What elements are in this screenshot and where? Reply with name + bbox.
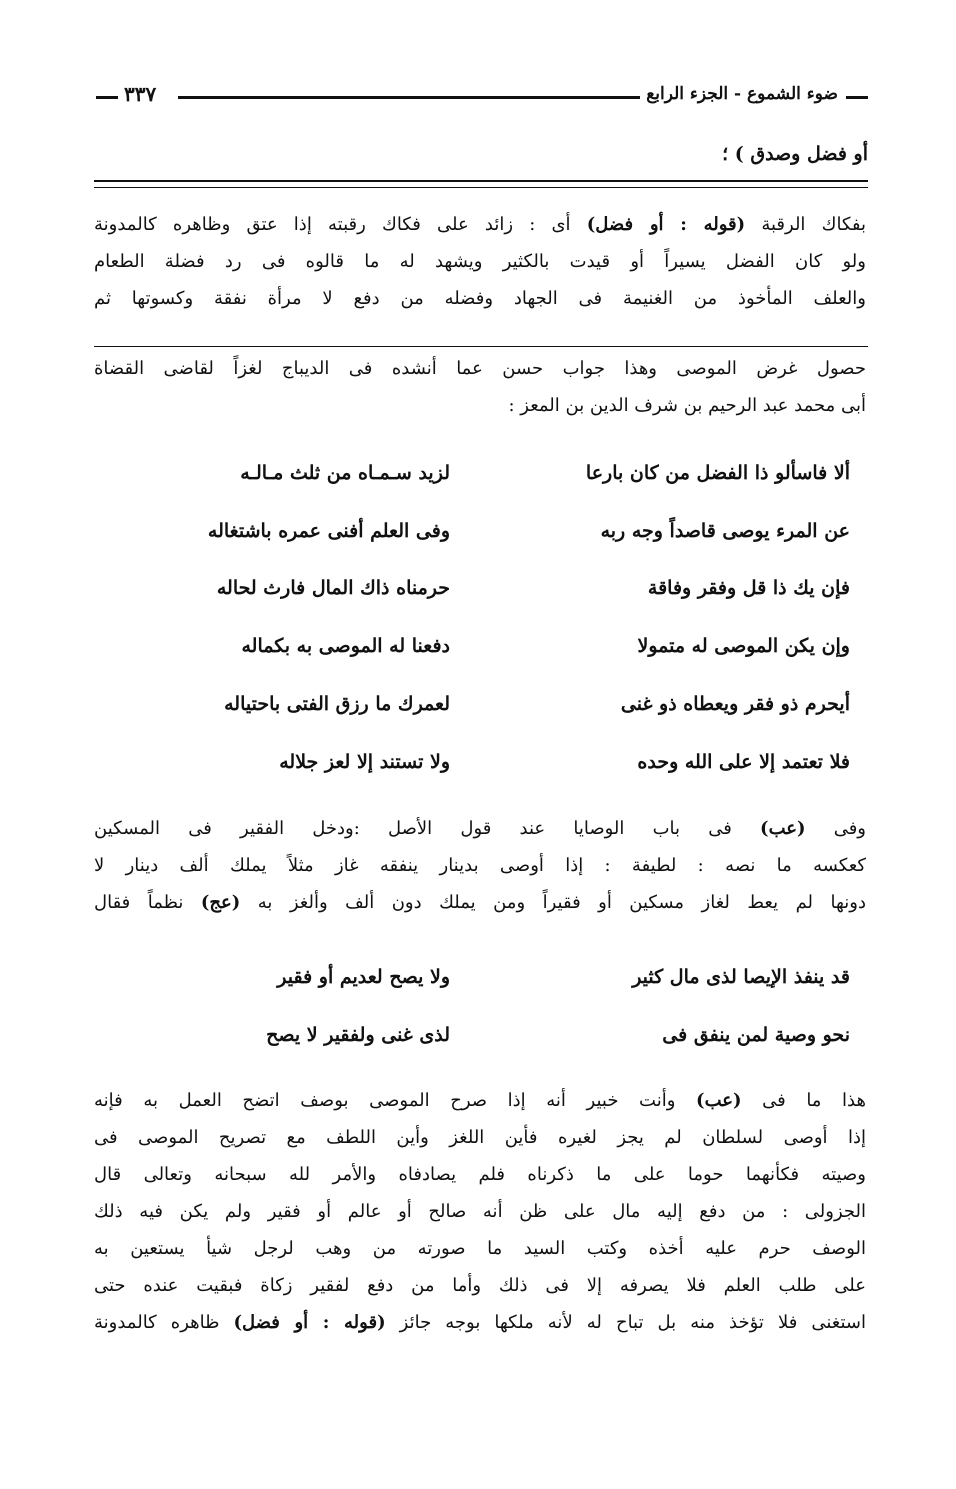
- text-line: إذا أوصى لسلطان لم يجز لغيره فأين اللغز وأين اللطف مع تصريح الموصى فى: [94, 1127, 866, 1148]
- text-line: استغنى فلا تؤخذ منه بل تباح له لأنه ملكها بوجه جائز (قوله : أو فضل) ظاهره كالمدونة: [94, 1312, 866, 1333]
- verse-line: [110, 966, 850, 1006]
- text-line: حصول غرض الموصى وهذا جواب حسن عما أنشده فى الديباج لغزاً لقاضى القضاة: [94, 358, 866, 379]
- text-line: وصيته فكأنهما حوما على ما ذكرناه فلم يصادفاه والأمر لله سبحانه وتعالى قال: [94, 1164, 866, 1185]
- commentary-paragraph-3: [94, 810, 866, 921]
- page-number: ٣٣٧: [124, 82, 157, 106]
- header-rule-left: [96, 96, 118, 99]
- verse-line: [110, 1024, 850, 1064]
- matn-text: أو فضل وصدق ) ؛: [722, 143, 868, 165]
- verse-line: [110, 635, 850, 675]
- verse-line: [110, 751, 850, 791]
- verse-first-hemistich: فلا تعتمد إلا على الله وحده: [637, 751, 850, 773]
- text-line: بفكاك الرقبة (قوله : أو فضل) أى : زائد على فكاك رقبته إذا عتق وظاهره كالمدونة: [94, 214, 866, 235]
- matn-divider: [94, 180, 868, 188]
- text-line: هذا ما فى (عب) وأنت خبير أنه إذا صرح الموصى بوصف اتضح العمل به فإنه: [94, 1090, 866, 1111]
- commentary-paragraph-2: [94, 350, 866, 424]
- verse-line: [110, 577, 850, 617]
- verse-first-hemistich: ألا فاسألو ذا الفضل من كان بارعا: [585, 462, 850, 484]
- verse-first-hemistich: نحو وصية لمن ينفق فى: [662, 1024, 850, 1046]
- commentary-paragraph-4: [94, 1082, 866, 1341]
- verse-first-hemistich: قد ينفذ الإيصا لذى مال كثير: [632, 966, 850, 988]
- verse-first-hemistich: وإن يكن الموصى له متمولا: [637, 635, 850, 657]
- text-line: والعلف المأخوذ من الغنيمة فى الجهاد وفضله من دفع لا مرأة نفقة وكسوتها ثم: [94, 288, 866, 309]
- text-line: كعكسه ما نصه : لطيفة : إذا أوصى بدينار ينفقه غاز مثلاً يملك ألف دينار لا: [94, 855, 866, 876]
- verse-second-hemistich: لعمرك ما رزق الفتى باحتياله: [224, 693, 450, 715]
- text-line: على طلب العلم فلا يصرفه إلا فى ذلك وأما من دفع لفقير زكاة فبقيت عنده حتى: [94, 1275, 866, 1296]
- verse-first-hemistich: أيحرم ذو فقر ويعطاه ذو غنى: [620, 693, 850, 715]
- text-line: أبى محمد عبد الرحيم بن شرف الدين بن المعز :: [508, 395, 866, 416]
- running-header: [96, 82, 868, 112]
- verse-line: [110, 462, 850, 502]
- verse-second-hemistich: دفعنا له الموصى به بكماله: [241, 635, 450, 657]
- verse-second-hemistich: لزيد سـمـاه من ثلث مـالـه: [240, 462, 450, 484]
- running-title: ضوء الشموع - الجزء الرابع: [646, 84, 838, 104]
- verse-second-hemistich: ولا تستند إلا لعز جلاله: [279, 751, 450, 773]
- section-divider: [94, 346, 868, 347]
- verse-first-hemistich: عن المرء يوصى قاصداً وجه ربه: [600, 520, 850, 542]
- verse-second-hemistich: حرمناه ذاك المال فارث لحاله: [216, 577, 450, 599]
- verse-first-hemistich: فإن يك ذا قل وفقر وفاقة: [647, 577, 850, 599]
- text-line: الوصف حرم عليه أخذه وكتب السيد ما صورته من وهب لرجل شيأ يستعين به: [94, 1238, 866, 1259]
- verse-line: [110, 693, 850, 733]
- commentary-paragraph-1: [94, 206, 866, 317]
- text-line: ولو كان الفضل يسيراً أو قيدت بالكثير ويشهد له ما قالوه فى رد فضلة الطعام: [94, 251, 866, 272]
- text-line: وفى (عب) فى باب الوصايا عند قول الأصل :ودخل الفقير فى المسكين: [94, 818, 866, 839]
- verse-second-hemistich: وفى العلم أفنى عمره باشتغاله: [207, 520, 450, 542]
- header-rule-middle: [178, 96, 640, 99]
- text-line: الجزولى : من دفع إليه مال على ظن أنه صالح أو عالم أو فقير ولم يكن فيه ذلك: [94, 1201, 866, 1222]
- verse-second-hemistich: ولا يصح لعديم أو فقير: [277, 966, 450, 988]
- verse-line: [110, 520, 850, 560]
- header-rule-right: [846, 96, 868, 99]
- text-line: دونها لم يعط لغاز مسكين أو فقيراً ومن يملك دون ألف وألغز به (عج) نظماً فقال: [94, 892, 866, 913]
- verse-second-hemistich: لذى غنى ولفقير لا يصح: [266, 1024, 450, 1046]
